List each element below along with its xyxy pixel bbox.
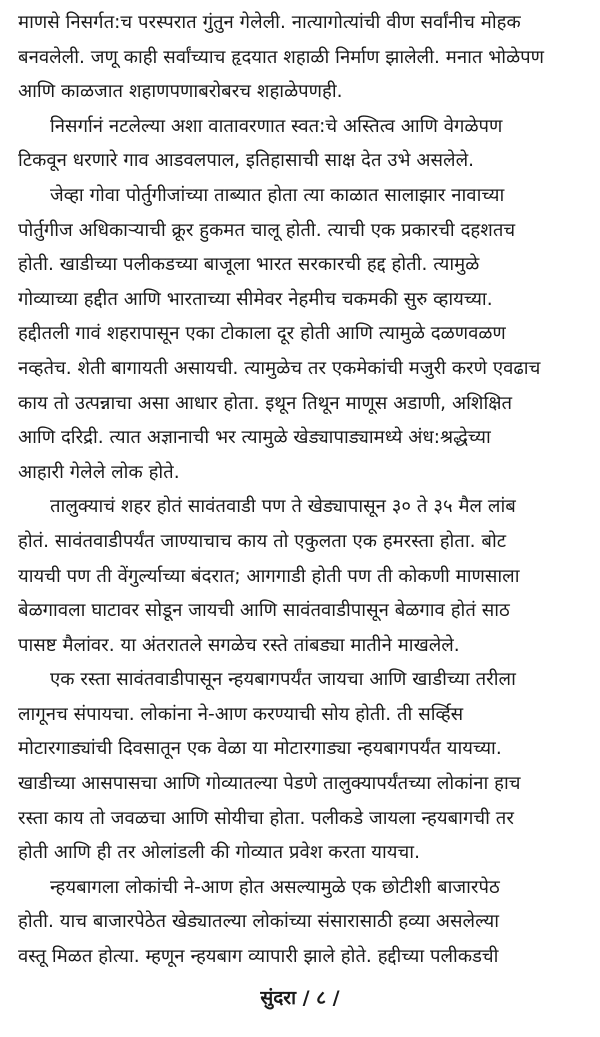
text-line: बेळगावला घाटावर सोडून जायची आणि सावंतवाडीपासून बेळगाव होतं साठ: [18, 600, 510, 622]
body-text: [18, 6, 584, 975]
text-line: हद्दीतली गावं शहरापासून एका टोकाला दूर होती आणि त्यामुळे दळणवळण: [18, 323, 506, 345]
text-line: होतं. सावंतवाडीपर्यंत जाण्याचाच काय तो एकुलता एक हमरस्ता होता. बोट: [18, 530, 507, 552]
text-line: काय तो उत्पन्नाचा असा आधार होता. इथून तिथून माणूस अडाणी, अशिक्षित: [18, 392, 513, 414]
text-line: आणि दरिद्री. त्यात अज्ञानाची भर त्यामुळे खेड्यापाड्यामध्ये अंध:श्रद्धेच्या: [18, 427, 491, 449]
text-line: बनवलेली. जणू काही सर्वांच्याच हृदयात शहाळी निर्माण झालेली. मनात भोळेपण: [18, 46, 545, 68]
text-line: होती. याच बाजारपेठेत खेड्यातल्या लोकांच्या संसारासाठी हव्या असलेल्या: [18, 911, 500, 933]
paragraph: [18, 663, 584, 871]
text-line: तालुक्याचं शहर होतं सावंतवाडी पण ते खेड्यापासून ३० ते ३५ मैल लांब: [50, 496, 516, 518]
text-line: माणसे निसर्गत:च परस्परात गुंतुन गेलेली. नात्यागोत्यांची वीण सर्वांनीच मोहक: [18, 12, 521, 33]
paragraph: [18, 179, 584, 490]
text-line: लागूनच संपायचा. लोकांना ने-आण करण्याची सोय होती. ती सर्व्हिस: [18, 703, 464, 725]
text-line: टिकवून धरणारे गाव आडवलपाल, इतिहासाची साक्ष देत उभे असलेले.: [18, 150, 475, 172]
text-line: न्हयबागला लोकांची ने-आण होत असल्यामुळे एक छोटीशी बाजारपेठ: [50, 876, 500, 898]
text-line: निसर्गानं नटलेल्या अशा वातावरणात स्वत:चे अस्तित्व आणि वेगळेपण: [50, 115, 503, 137]
paragraph: [18, 110, 584, 179]
text-line: नव्हतेच. शेती बागायती असायची. त्यामुळेच तर एकमेकांची मजुरी करणे एवढाच: [18, 357, 541, 379]
paragraph: [18, 6, 584, 110]
text-line: होती. खाडीच्या पलीकडच्या बाजूला भारत सरकारची हद्द होती. त्यामुळे: [18, 254, 480, 276]
text-line: गोव्याच्या हद्दीत आणि भारताच्या सीमेवर नेहमीच चकमकी सुरु व्हायच्या.: [18, 288, 493, 310]
page-footer: सुंदरा / ८ /: [260, 987, 340, 1009]
text-line: होती आणि ही तर ओलांडली की गोव्यात प्रवेश करता यायचा.: [18, 842, 420, 864]
text-line: मोटारगाड्यांची दिवसातून एक वेळा या मोटारगाड्या न्हयबागपर्यंत यायच्या.: [18, 738, 502, 760]
text-line: जेव्हा गोवा पोर्तुगीजांच्या ताब्यात होता त्या काळात सालाझार नावाच्या: [50, 184, 505, 206]
text-line: पासष्ट मैलांवर. या अंतरातले सगळेच रस्ते तांबड्या मातीने माखलेले.: [18, 634, 460, 656]
text-line: रस्ता काय तो जवळचा आणि सोयीचा होता. पलीकडे जायला न्हयबागची तर: [18, 807, 514, 829]
text-line: आहारी गेलेले लोक होते.: [18, 461, 180, 483]
text-line: आणि काळजात शहाणपणाबरोबरच शहाळेपणही.: [18, 81, 343, 103]
text-line: खाडीच्या आसपासचा आणि गोव्यातल्या पेडणे तालुक्यापर्यंतच्या लोकांना हाच: [18, 773, 521, 795]
text-line: एक रस्ता सावंतवाडीपासून न्हयबागपर्यंत जायचा आणि खाडीच्या तरीला: [50, 669, 516, 691]
text-line: पोर्तुगीज अधिकाऱ्याची क्रूर हुकमत चालू होती. त्याची एक प्रकारची दहशतच: [18, 219, 516, 241]
paragraph: [18, 871, 584, 975]
paragraph: [18, 490, 584, 663]
text-line: वस्तू मिळत होत्या. म्हणून न्हयबाग व्यापारी झाले होते. हद्दीच्या पलीकडची: [18, 946, 499, 968]
text-line: यायची पण ती वेंगुर्ल्याच्या बंदरात; आगगाडी होती पण ती कोकणी माणसाला: [18, 565, 520, 587]
